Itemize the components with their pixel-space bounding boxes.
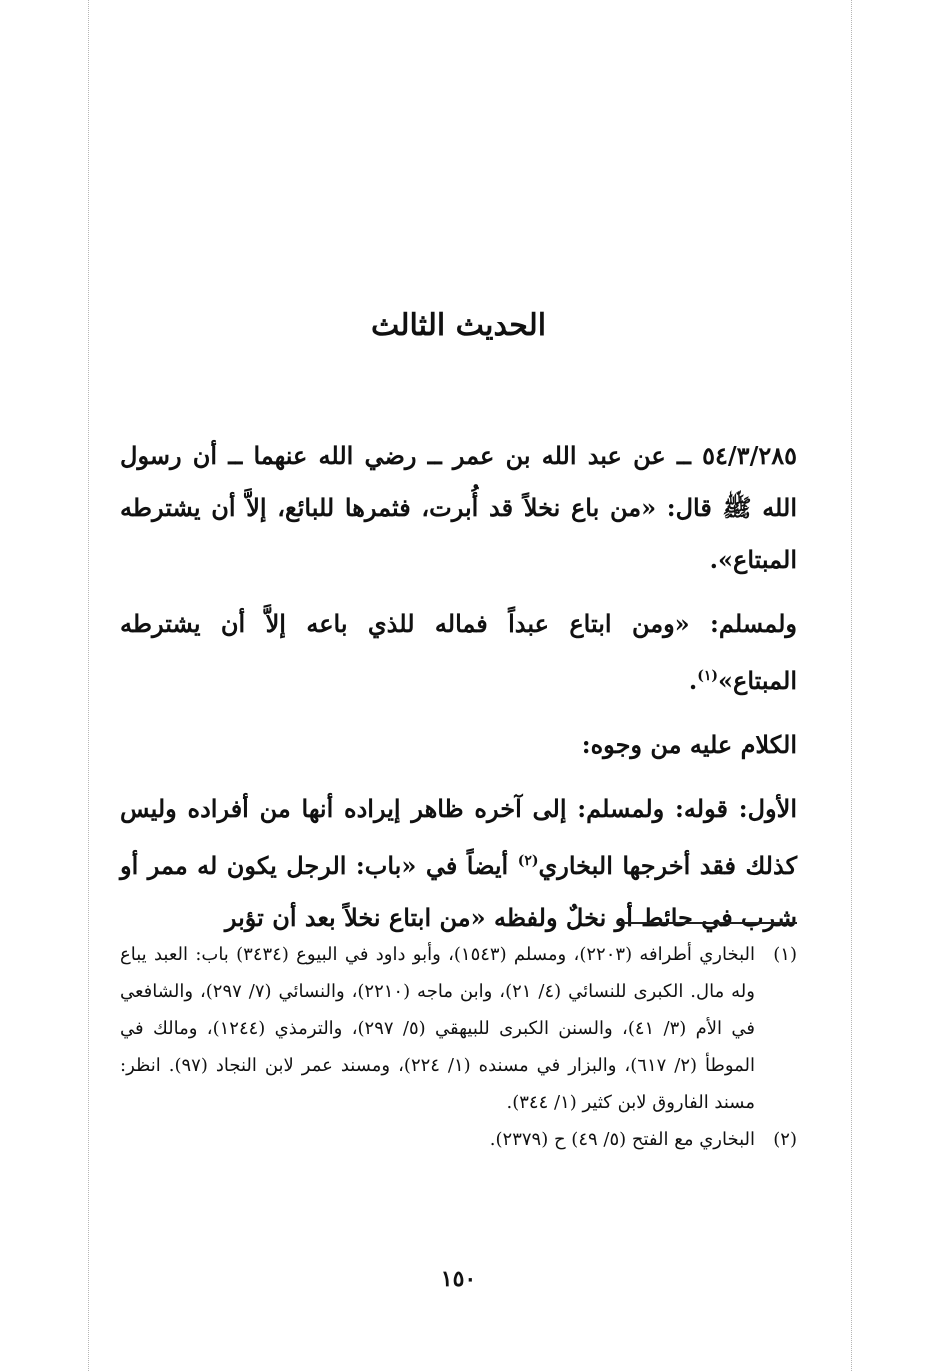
page-number: ١٥٠ [440,1266,477,1292]
discussion-intro [120,719,797,771]
footnote-text: البخاري أطرافه (٢٢٠٣)، ومسلم (١٥٤٣)، وأبو داود في البيوع (٣٤٣٤) باب: العبد يباع وله مال. الكبرى للنسائي (٤/ ٢١)، وابن ماجه (٢٢١٠)، والنسائي (٧/ ٢٩٧)، والشافعي في الأم (٣/ ٤١)، والسنن الكبرى للبيهقي (٥/ ٢٩٧)، والترمذي (١٢٤٤)، ومالك في الموطأ (٢/ ٦١٧)، والبزار في مسنده (١/ ٢٢٤)، ومسند عمر لابن النجاد (٩٧). انظر: مسند الفاروق لابن كثير (١/ ٣٤٤). [120,944,756,1113]
footnote-2 [120,1121,797,1158]
muslim-text: ولمسلم: «ومن ابتاع عبداً فماله للذي باعه إلاَّ أن يشترطه المبتاع» [120,609,797,695]
footnote-number: (٢) [773,1129,797,1150]
footnote-separator [617,922,797,924]
muslim-paragraph [120,598,797,707]
margin-guide-right [851,0,852,1371]
margin-guide-left [88,0,89,1371]
first-point-text-a: : ولمسلم: إلى آخره ظاهر إيراده أنها من أفراده وليس كذلك فقد أخرجها البخاري [120,794,798,880]
first-point-paragraph [120,783,797,944]
footnotes [120,936,797,1158]
first-point-label: الأول: قوله [683,794,797,823]
footnote-number: (١) [773,944,797,965]
hadith-number: ٥٤/٣/٢٨٥ [702,441,797,470]
muslim-end: . [688,666,698,695]
footnote-1 [120,936,797,1121]
book-page [120,0,797,1371]
main-text [120,430,797,956]
chapter-title: الحديث الثالث [370,308,547,343]
footnote-ref-2[interactable]: (٢) [517,853,539,869]
footnote-ref-1[interactable]: (١) [697,668,719,684]
discussion-intro-text: الكلام عليه من وجوه: [581,730,797,759]
hadith-text: ــ عن عبد الله بن عمر ــ رضي الله عنهما ــ أن رسول الله ﷺ قال: «من باع نخلاً قد أُبرت، فثمرها للبائع، إلاَّ أن يشترطه المبتاع». [120,441,797,574]
first-point-text-b: أيضاً في «باب: الرجل يكون له ممر أو شرب في حائط أو نخلٌ ولفظه «من ابتاع نخلاً بعد أن تؤبر [120,851,797,932]
hadith-paragraph [120,430,797,586]
footnote-text: البخاري مع الفتح (٥/ ٤٩) ح (٢٣٧٩). [489,1129,755,1150]
